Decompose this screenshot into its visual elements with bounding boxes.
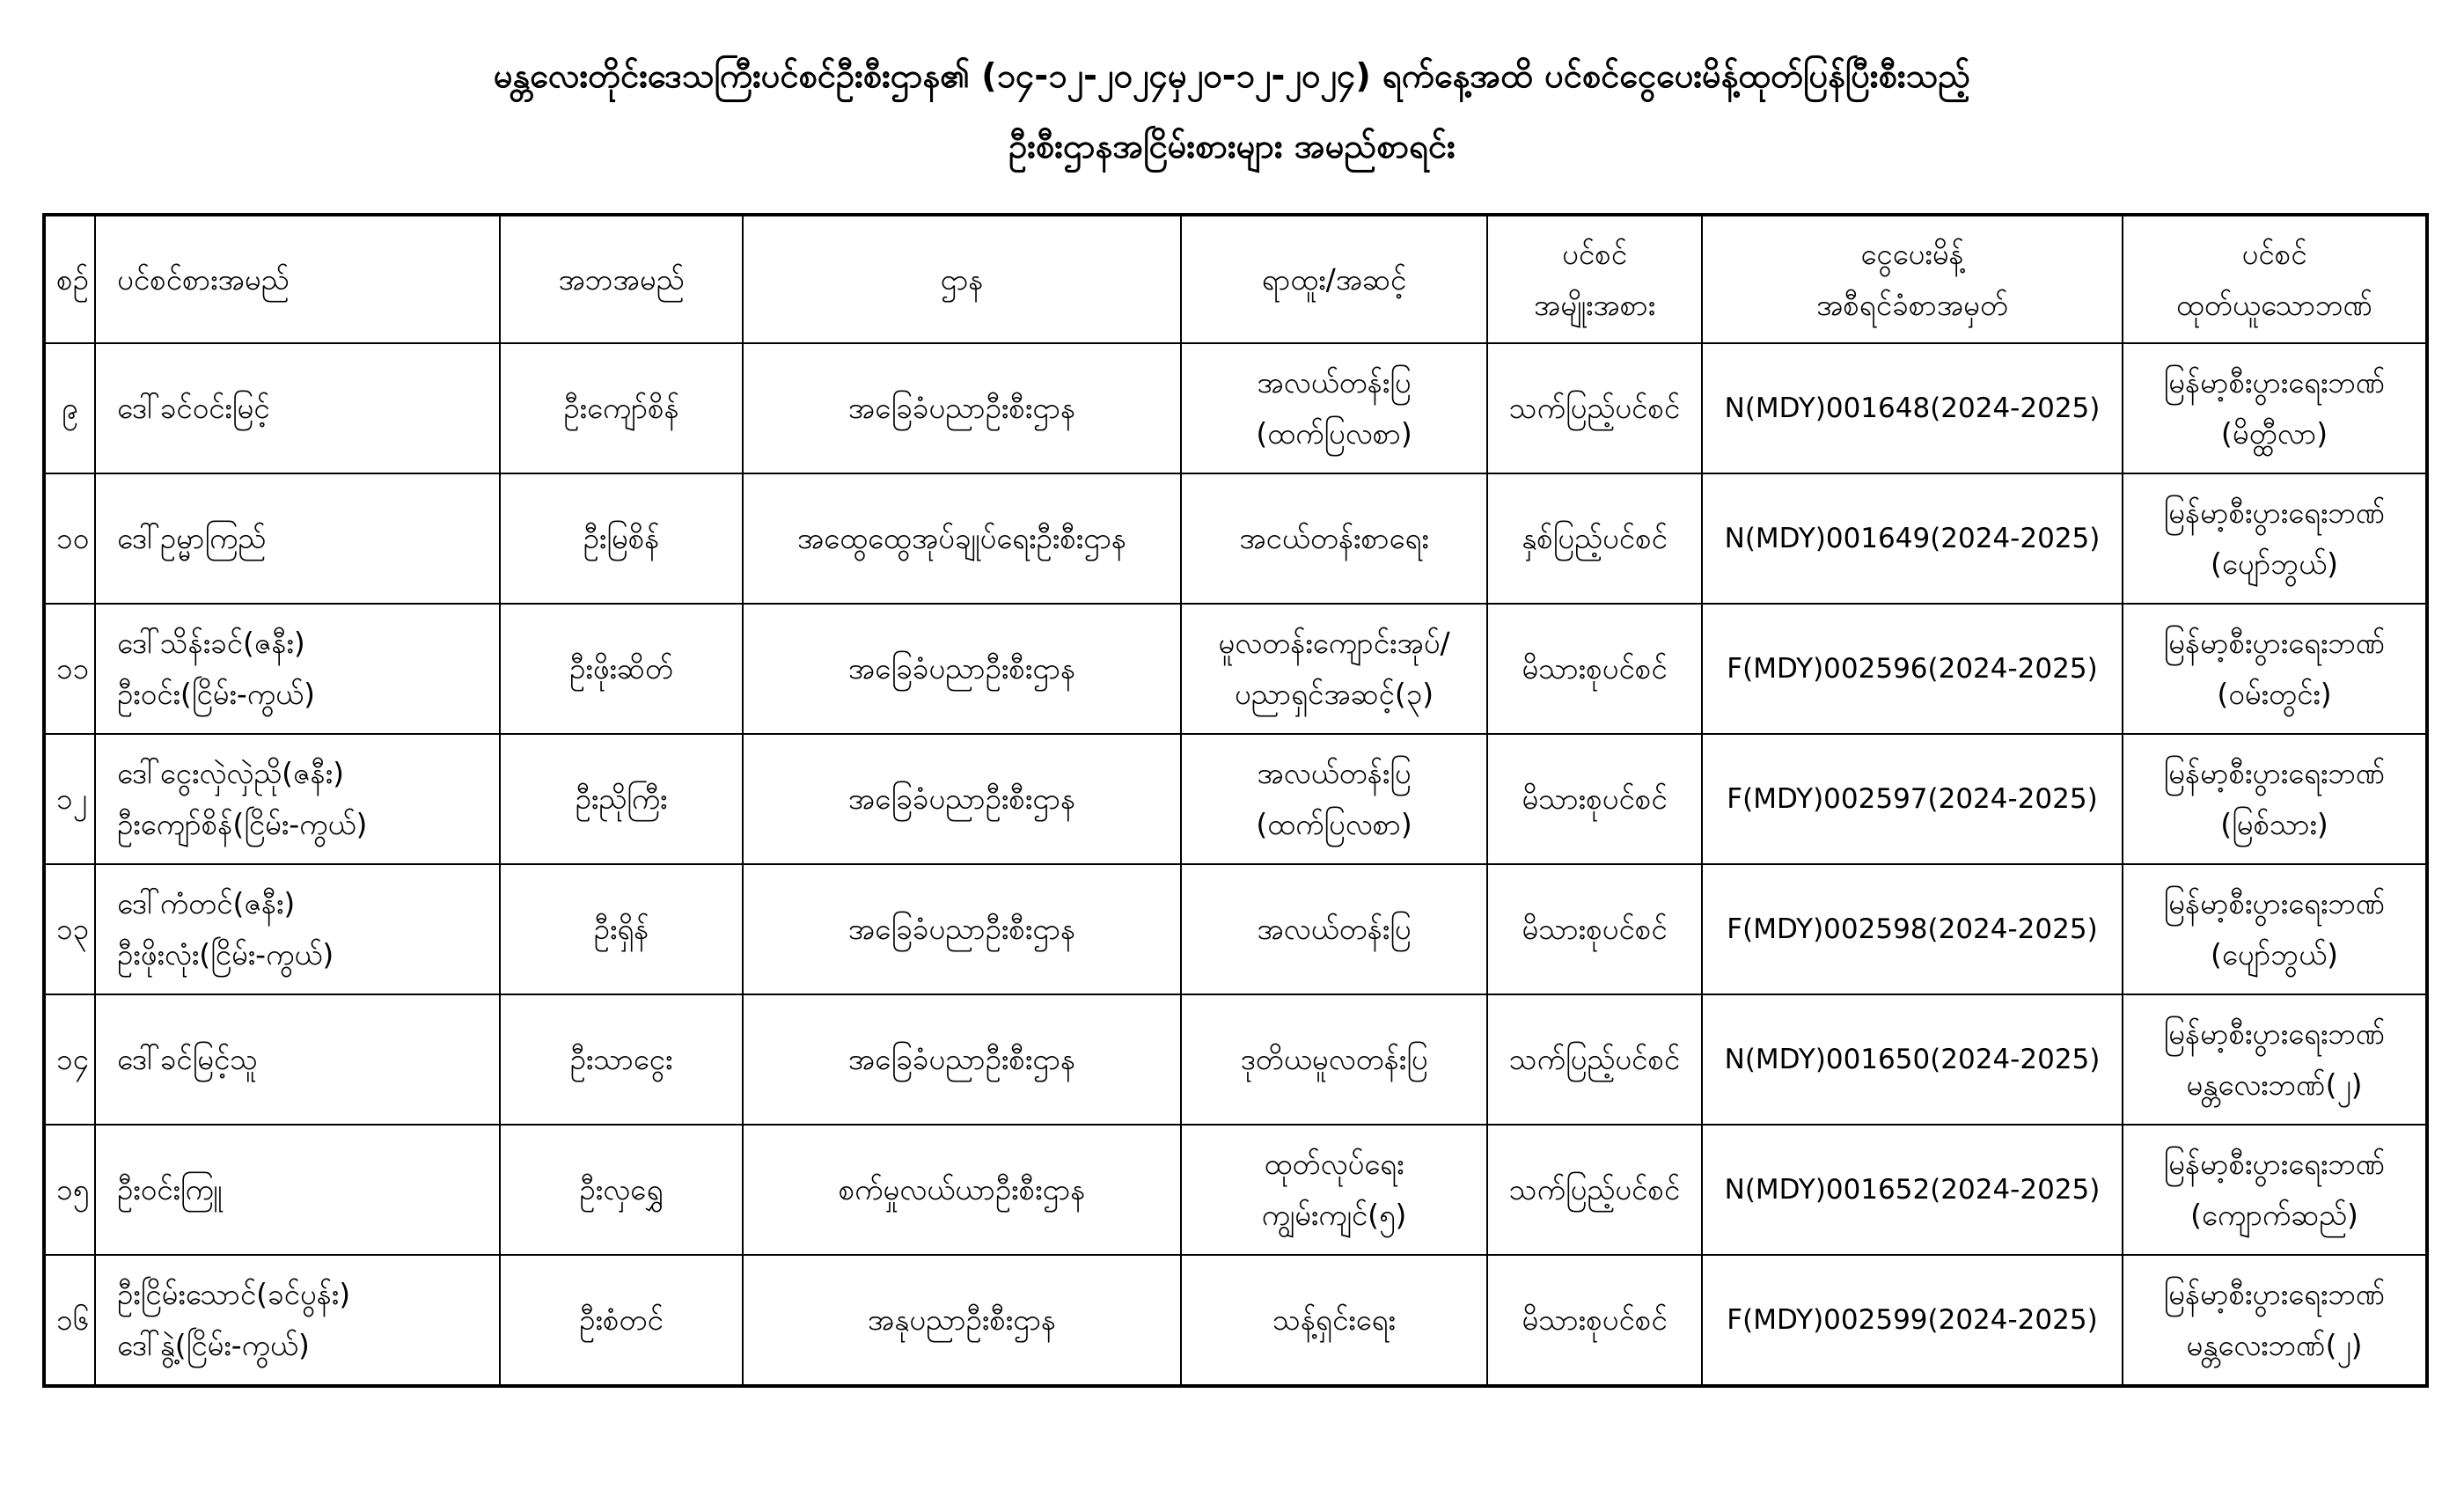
cell-rank-line: မူလတန်းကျောင်းအုပ်/ — [1218, 626, 1450, 660]
cell-pension-type: မိသားစုပင်စင် — [1487, 864, 1702, 994]
header-no-line: စဉ် — [56, 261, 89, 297]
cell-bank-line: မြန်မာ့စီးပွားရေးဘဏ် — [2163, 756, 2386, 790]
cell-rank — [1181, 343, 1487, 473]
cell-bank — [2123, 604, 2427, 734]
cell-rank — [1181, 473, 1487, 604]
table-row — [44, 604, 2427, 734]
cell-pension-type: မိသားစုပင်စင် — [1487, 604, 1702, 734]
cell-pensioner-name-line: ဒေါ်ကံတင်(ဇနီး) — [117, 886, 296, 920]
header-father-line: အဘအမည် — [558, 261, 685, 297]
cell-pension-type: နှစ်ပြည့်ပင်စင် — [1487, 473, 1702, 604]
cell-father-name: ဦးသာငွေး — [500, 994, 743, 1125]
cell-bank — [2123, 1125, 2427, 1255]
cell-rank-line: အငယ်တန်းစာရေး — [1239, 521, 1429, 555]
table-row — [44, 1125, 2427, 1255]
cell-bank-line: မြန်မာ့စီးပွားရေးဘဏ် — [2163, 365, 2386, 400]
header-pension-type — [1487, 215, 1702, 343]
cell-no: ၁၁ — [44, 604, 95, 734]
cell-rank-line: ပညာရှင်အဆင့်(၃) — [1234, 677, 1434, 711]
cell-reference-no: F(MDY)002598(2024-2025) — [1702, 864, 2123, 994]
document-title-line2: ဦးစီးဌာနအငြိမ်းစားများ အမည်စာရင်း — [1008, 127, 1456, 165]
table-header-row — [44, 215, 2427, 343]
header-reference-no-line: အစီရင်ခံစာအမှတ် — [1815, 287, 2009, 322]
cell-pensioner-name — [95, 343, 500, 473]
header-pension-type-line: အမျိုးအစား — [1533, 287, 1656, 322]
cell-pensioner-name — [95, 734, 500, 864]
cell-pension-type: မိသားစုပင်စင် — [1487, 734, 1702, 864]
cell-no: ၁၀ — [44, 473, 95, 604]
cell-bank-line: မြန်မာ့စီးပွားရေးဘဏ် — [2163, 1277, 2386, 1311]
header-rank-line: ရာထူး/အဆင့် — [1261, 261, 1407, 297]
cell-bank-line: (ဝမ်းတွင်း) — [2217, 677, 2332, 711]
cell-pensioner-name-line: ဒေါ်သိန်းခင်(ဇနီး) — [117, 626, 305, 660]
header-pension-type-line: ပင်စင် — [1562, 236, 1627, 271]
cell-pensioner-name — [95, 473, 500, 604]
table-row — [44, 343, 2427, 473]
cell-pensioner-name-line: ဒေါ်ခင်မြင့်သူ — [117, 1042, 259, 1076]
cell-reference-no: N(MDY)001649(2024-2025) — [1702, 473, 2123, 604]
cell-bank — [2123, 994, 2427, 1125]
cell-bank-line: မြန်မာ့စီးပွားရေးဘဏ် — [2163, 495, 2386, 530]
header-bank-line: ထုတ်ယူသောဘဏ် — [2175, 287, 2373, 322]
cell-rank — [1181, 734, 1487, 864]
cell-bank-line: မန္တလေးဘဏ်(၂) — [2186, 1067, 2363, 1102]
header-no — [44, 215, 95, 343]
cell-bank-line: မြန်မာ့စီးပွားရေးဘဏ် — [2163, 886, 2386, 920]
cell-reference-no: N(MDY)001652(2024-2025) — [1702, 1125, 2123, 1255]
cell-reference-no: N(MDY)001650(2024-2025) — [1702, 994, 2123, 1125]
header-reference-no-line: ငွေပေးမိန့် — [1860, 236, 1964, 271]
cell-no: ၁၄ — [44, 994, 95, 1125]
cell-rank — [1181, 864, 1487, 994]
cell-pensioner-name-line: ဒေါ်ဥမ္မာကြည် — [117, 521, 267, 555]
cell-pensioner-name-line: ဒေါ်ခင်ဝင်းမြင့် — [117, 391, 270, 425]
cell-rank-line: ထုတ်လုပ်ရေး — [1264, 1147, 1404, 1181]
cell-rank-line: ကျွမ်းကျင်(၅) — [1261, 1198, 1407, 1232]
cell-no: ၁၃ — [44, 864, 95, 994]
cell-department: အခြေခံပညာဦးစီးဌာန — [743, 343, 1181, 473]
cell-father-name: ဦးရှိန် — [500, 864, 743, 994]
cell-pension-type: သက်ပြည့်ပင်စင် — [1487, 994, 1702, 1125]
cell-rank-line: အလယ်တန်းပြ — [1257, 756, 1412, 790]
table-row — [44, 1255, 2427, 1386]
cell-bank-line: မြန်မာ့စီးပွားရေးဘဏ် — [2163, 1147, 2386, 1181]
cell-father-name: ဦးလှရွှေ — [500, 1125, 743, 1255]
cell-rank-line: သန့်ရှင်းရေး — [1272, 1302, 1396, 1337]
cell-pensioner-name-line: ဦးဝင်းကြူ — [117, 1172, 223, 1206]
cell-rank — [1181, 994, 1487, 1125]
cell-father-name: ဦးစံတင် — [500, 1255, 743, 1386]
cell-reference-no: F(MDY)002596(2024-2025) — [1702, 604, 2123, 734]
cell-pensioner-name — [95, 1255, 500, 1386]
cell-pension-type: မိသားစုပင်စင် — [1487, 1255, 1702, 1386]
cell-bank-line: မြန်မာ့စီးပွားရေးဘဏ် — [2163, 626, 2386, 660]
table-body — [44, 343, 2427, 1386]
cell-pensioner-name — [95, 1125, 500, 1255]
table-row — [44, 473, 2427, 604]
header-father — [500, 215, 743, 343]
table-row — [44, 864, 2427, 994]
cell-rank-line: (ထက်ပြလစာ) — [1256, 416, 1412, 451]
header-bank-line: ပင်စင် — [2241, 236, 2307, 271]
cell-pension-type: သက်ပြည့်ပင်စင် — [1487, 343, 1702, 473]
cell-pensioner-name-line: ဦးဝင်း(ငြိမ်း-ကွယ်) — [117, 677, 315, 711]
pensioner-table — [42, 213, 2429, 1388]
cell-bank-line: (မိတ္ထီလာ) — [2220, 416, 2328, 451]
header-department — [743, 215, 1181, 343]
cell-bank — [2123, 864, 2427, 994]
cell-bank-line: မြန်မာ့စီးပွားရေးဘဏ် — [2163, 1016, 2386, 1051]
cell-department: အခြေခံပညာဦးစီးဌာန — [743, 994, 1181, 1125]
header-bank — [2123, 215, 2427, 343]
cell-reference-no: F(MDY)002597(2024-2025) — [1702, 734, 2123, 864]
cell-rank-line: အလယ်တန်းပြ — [1257, 912, 1412, 946]
cell-reference-no: N(MDY)001648(2024-2025) — [1702, 343, 2123, 473]
cell-bank-line: (မြစ်သား) — [2220, 807, 2328, 841]
cell-father-name: ဦးညိုကြီး — [500, 734, 743, 864]
cell-pensioner-name — [95, 604, 500, 734]
cell-bank — [2123, 734, 2427, 864]
cell-pension-type: သက်ပြည့်ပင်စင် — [1487, 1125, 1702, 1255]
cell-pensioner-name-line: ဦးကျော်စိန်(ငြိမ်း-ကွယ်) — [117, 807, 368, 841]
cell-bank-line: (ပျော်ဘွယ်) — [2210, 546, 2339, 581]
cell-rank — [1181, 604, 1487, 734]
cell-pensioner-name-line: ဒေါ်နွဲ့(ငြိမ်း-ကွယ်) — [117, 1328, 310, 1362]
cell-father-name: ဦးကျော်စိန် — [500, 343, 743, 473]
cell-pensioner-name-line: ဒေါ်ငွေးလှဲလှဲညို(ဇနီး) — [117, 756, 344, 790]
cell-department: အနုပညာဦးစီးဌာန — [743, 1255, 1181, 1386]
cell-no: ၁၅ — [44, 1125, 95, 1255]
header-rank — [1181, 215, 1487, 343]
cell-bank — [2123, 1255, 2427, 1386]
cell-pensioner-name-line: ဦးဖိုးလုံး(ငြိမ်း-ကွယ်) — [117, 937, 334, 972]
cell-pensioner-name — [95, 994, 500, 1125]
header-department-line: ဌာန — [940, 261, 984, 297]
cell-bank — [2123, 343, 2427, 473]
cell-bank-line: (ပျော်ဘွယ်) — [2210, 937, 2339, 972]
cell-no: ၁၂ — [44, 734, 95, 864]
cell-pensioner-name-line: ဦးငြိမ်းသောင်(ခင်ပွန်း) — [117, 1277, 351, 1311]
cell-department: အခြေခံပညာဦးစီးဌာန — [743, 734, 1181, 864]
cell-no: ၉ — [44, 343, 95, 473]
cell-department: အခြေခံပညာဦးစီးဌာန — [743, 604, 1181, 734]
cell-pensioner-name — [95, 864, 500, 994]
cell-rank-line: (ထက်ပြလစာ) — [1256, 807, 1412, 841]
table-row — [44, 994, 2427, 1125]
document-title-line1: မန္တလေးတိုင်းဒေသကြီးပင်စင်ဦးစီးဌာန၏ (၁၄-၁၂-၂၀၂၄မှ၂၀-၁၂-၂၀၂၄) ရက်နေ့အထိ ပင်စင်ငွေပေးမိန့်ထုတ်ပြန်ပြီးစီးသည့် — [493, 56, 1971, 95]
header-name — [95, 215, 500, 343]
cell-father-name: ဦးမြစိန် — [500, 473, 743, 604]
cell-rank — [1181, 1255, 1487, 1386]
cell-bank-line: (ကျောက်ဆည်) — [2190, 1198, 2358, 1232]
cell-father-name: ဦးဖိုးဆိတ် — [500, 604, 743, 734]
table-row — [44, 734, 2427, 864]
cell-reference-no: F(MDY)002599(2024-2025) — [1702, 1255, 2123, 1386]
cell-department: အထွေထွေအုပ်ချုပ်ရေးဦးစီးဌာန — [743, 473, 1181, 604]
cell-rank-line: အလယ်တန်းပြ — [1257, 365, 1412, 400]
cell-no: ၁၆ — [44, 1255, 95, 1386]
cell-bank-line: မန္တလေးဘဏ်(၂) — [2186, 1328, 2363, 1362]
cell-rank-line: ဒုတိယမူလတန်းပြ — [1240, 1042, 1428, 1076]
cell-department: စက်မှုလယ်ယာဦးစီးဌာန — [743, 1125, 1181, 1255]
header-name-line: ပင်စင်စားအမည် — [117, 261, 290, 297]
cell-department: အခြေခံပညာဦးစီးဌာန — [743, 864, 1181, 994]
cell-bank — [2123, 473, 2427, 604]
cell-rank — [1181, 1125, 1487, 1255]
header-reference-no — [1702, 215, 2123, 343]
